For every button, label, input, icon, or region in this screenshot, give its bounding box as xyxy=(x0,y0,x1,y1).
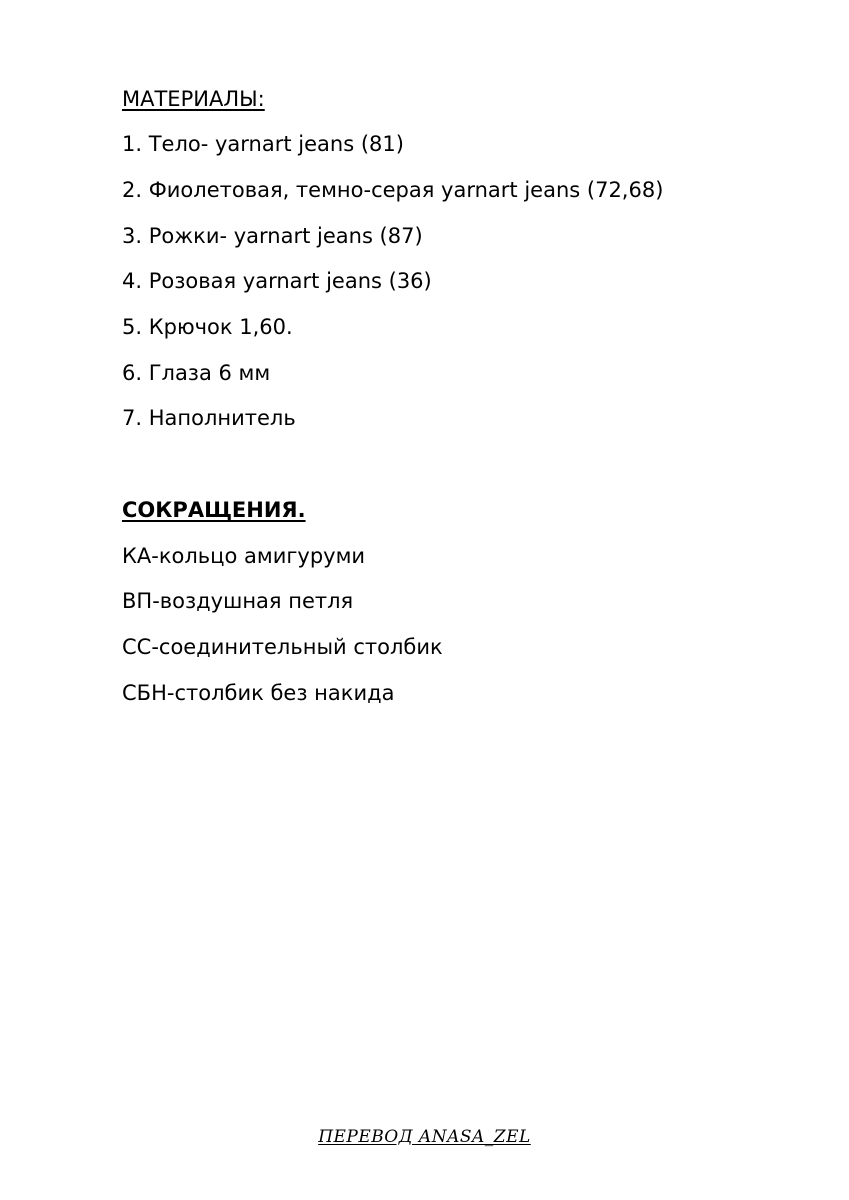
abbreviation-item-vp: ВП-воздушная петля xyxy=(122,589,354,613)
translator-credit: ПЕРЕВОД ANASA_ZEL xyxy=(318,1127,531,1147)
materials-heading: МАТЕРИАЛЫ: xyxy=(122,87,265,111)
materials-item-1: 1. Тело- yarnart jeans (81) xyxy=(122,132,404,156)
materials-item-2: 2. Фиолетовая, темно-серая yarnart jeans (72,68) xyxy=(122,178,664,202)
materials-item-7: 7. Наполнитель xyxy=(122,406,296,430)
abbreviations-heading: СОКРАЩЕНИЯ. xyxy=(122,498,306,522)
abbreviation-item-sbn: СБН-столбик без накида xyxy=(122,681,395,705)
materials-item-4: 4. Розовая yarnart jeans (36) xyxy=(122,269,432,293)
abbreviation-item-ka: КА-кольцо амигуруми xyxy=(122,544,366,568)
materials-item-6: 6. Глаза 6 мм xyxy=(122,361,271,385)
materials-item-3: 3. Рожки- yarnart jeans (87) xyxy=(122,224,423,248)
materials-item-5: 5. Крючок 1,60. xyxy=(122,315,293,339)
abbreviation-item-ss: СС-соединительный столбик xyxy=(122,635,443,659)
